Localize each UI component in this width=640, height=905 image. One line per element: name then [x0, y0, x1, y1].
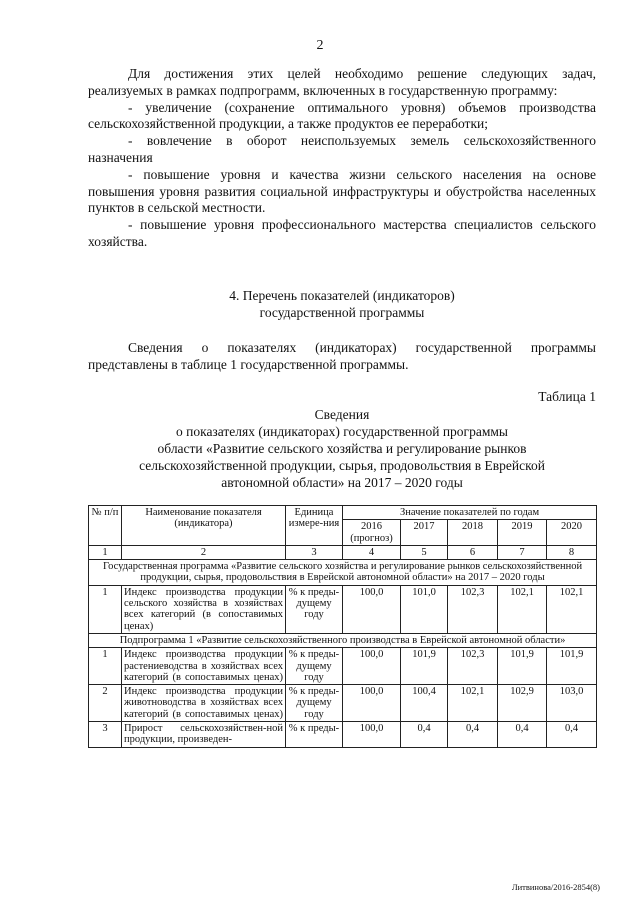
- value-cell: 102,3: [448, 585, 498, 633]
- program-title-row: [89, 560, 597, 586]
- value-cell: 0,4: [448, 722, 498, 748]
- section-heading: [88, 287, 596, 321]
- table-row: [89, 685, 597, 722]
- indicator-name: Индекс производства продукции сельского хозяйства в хозяйствах всех категорий (в сопоставимых ценах): [122, 585, 286, 633]
- document-footer: Литвинова/2016-2854(8): [511, 882, 600, 892]
- row-number: 1: [89, 648, 122, 685]
- value-cell: 102,1: [448, 685, 498, 722]
- value-cell: 100,0: [343, 685, 401, 722]
- value-cell: 0,4: [401, 722, 448, 748]
- year-header: 2016 (прогноз): [343, 520, 401, 546]
- value-cell: 0,4: [547, 722, 597, 748]
- value-cell: 102,1: [498, 585, 547, 633]
- table-label: Таблица 1: [538, 389, 596, 404]
- section-subtitle: государственной программы: [259, 305, 425, 320]
- task-item: - повышение уровня профессионального мастерства специалистов сельского хозяйства.: [88, 217, 596, 249]
- subprogram-title: Подпрограмма 1 «Развитие сельскохозяйственного производства в Еврейской автономной области»: [89, 633, 597, 647]
- row-number: 3: [89, 722, 122, 748]
- task-item: - увеличение (сохранение оптимального уровня) объемов производства сельскохозяйственной продукции, а также продуктов ее переработки;: [88, 99, 596, 132]
- column-number: 4: [343, 545, 401, 559]
- column-number: 2: [122, 545, 286, 559]
- year-header: 2017: [401, 520, 448, 546]
- table-row: [89, 648, 597, 685]
- value-cell: 102,1: [547, 585, 597, 633]
- intro-paragraph: Для достижения этих целей необходимо решение следующих задач, реализуемых в рамках подпрограмм, включенных в государственную программу:: [88, 66, 596, 98]
- indicator-unit: % к преды-дущему году: [286, 648, 343, 685]
- year-header: 2018: [448, 520, 498, 546]
- value-cell: 102,9: [498, 685, 547, 722]
- value-cell: 101,0: [401, 585, 448, 633]
- header-name: Наименование показателя (индикатора): [122, 506, 286, 546]
- value-cell: 100,4: [401, 685, 448, 722]
- value-cell: 103,0: [547, 685, 597, 722]
- value-cell: 101,9: [401, 648, 448, 685]
- task-item: - повышение уровня и качества жизни сельского населения на основе повышения уровня развития социальной инфраструктуры и обустройства населенных пунктов в сельской местности.: [88, 166, 596, 216]
- column-number: 1: [89, 545, 122, 559]
- section-paragraph: Сведения о показателях (индикаторах) государственной программы представлены в таблице 1 государственной программы.: [88, 340, 596, 372]
- table-row: [89, 585, 597, 633]
- value-cell: 101,9: [547, 648, 597, 685]
- row-number: 2: [89, 685, 122, 722]
- column-number: 7: [498, 545, 547, 559]
- indicator-unit: % к преды-дущему году: [286, 685, 343, 722]
- indicator-name: Прирост сельскохозяйствен-ной продукции, произведен-: [122, 722, 286, 748]
- table-row: [89, 722, 597, 748]
- header-number: № п/п: [89, 506, 122, 546]
- table-header-row: [89, 506, 597, 520]
- column-number: 5: [401, 545, 448, 559]
- section-title: 4. Перечень показателей (индикаторов): [229, 288, 455, 303]
- caption-line: сельскохозяйственной продукции, сырья, продовольствия в Еврейской: [139, 458, 545, 473]
- value-cell: 101,9: [498, 648, 547, 685]
- caption-line: Сведения: [314, 407, 370, 422]
- indicator-name: Индекс производства продукции растениеводства в хозяйствах всех категорий (в сопоставимых ценах): [122, 648, 286, 685]
- value-cell: 100,0: [343, 722, 401, 748]
- value-cell: 0,4: [498, 722, 547, 748]
- page-number: 2: [316, 38, 324, 53]
- program-title: Государственная программа «Развитие сельского хозяйства и регулирование рынков сельскохозяйственной продукции, сырья, продовольствия в Еврейской автономной области» на 2017 – 2020 годы: [89, 560, 597, 586]
- row-number: 1: [89, 585, 122, 633]
- year-header: 2019: [498, 520, 547, 546]
- caption-line: автономной области» на 2017 – 2020 годы: [221, 475, 463, 490]
- value-cell: 102,3: [448, 648, 498, 685]
- table-caption: [88, 406, 596, 491]
- column-number-row: [89, 545, 597, 559]
- year-header: 2020: [547, 520, 597, 546]
- caption-line: о показателях (индикаторах) государственной программы: [175, 424, 508, 439]
- intro-text: [88, 66, 596, 251]
- indicator-name: Индекс производства продукции животноводства в хозяйствах всех категорий (в сопоставимых ценах): [122, 685, 286, 722]
- indicator-unit: % к преды-дущему году: [286, 585, 343, 633]
- value-cell: 100,0: [343, 585, 401, 633]
- section-text: [88, 340, 596, 374]
- column-number: 6: [448, 545, 498, 559]
- column-number: 8: [547, 545, 597, 559]
- indicator-unit: % к преды-: [286, 722, 343, 748]
- column-number: 3: [286, 545, 343, 559]
- value-cell: 100,0: [343, 648, 401, 685]
- header-unit: Единица измере-ния: [286, 506, 343, 546]
- task-item: - вовлечение в оборот неиспользуемых земель сельскохозяйственного назначения: [88, 133, 596, 165]
- subprogram-title-row: [89, 633, 597, 647]
- caption-line: области «Развитие сельского хозяйства и регулирование рынков: [157, 441, 527, 456]
- header-values: Значение показателей по годам: [343, 506, 597, 520]
- indicators-table: [88, 505, 597, 748]
